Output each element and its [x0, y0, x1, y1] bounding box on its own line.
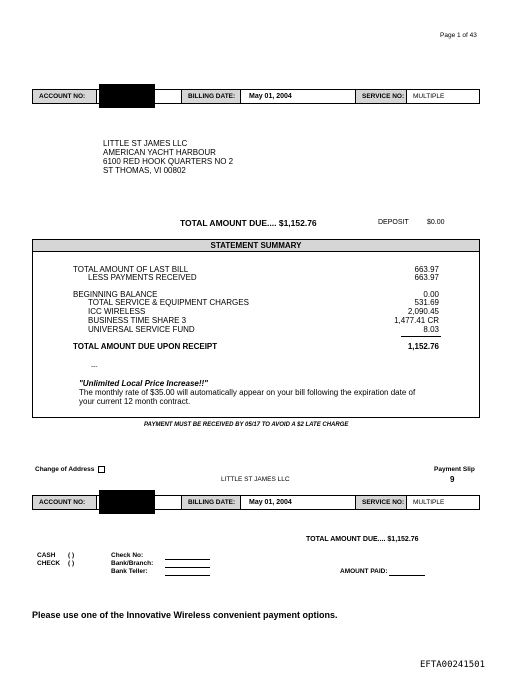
- payment-slip-number: 9: [450, 475, 455, 484]
- address-line: 6100 RED HOOK QUARTERS NO 2: [103, 157, 234, 166]
- check-no-label: Check No:: [111, 552, 144, 559]
- redacted-account-number: [99, 490, 155, 514]
- service-value: MULTIPLE: [413, 93, 445, 100]
- summary-row: TOTAL SERVICE & EQUIPMENT CHARGES 531.69: [88, 298, 439, 307]
- slip-account-strip: [32, 495, 480, 510]
- summary-row: BUSINESS TIME SHARE 3 1,477.41 CR: [88, 316, 439, 325]
- payment-slip-label: Payment Slip: [434, 466, 475, 473]
- check-no-field[interactable]: [165, 559, 210, 560]
- account-label: ACCOUNT NO:: [33, 496, 97, 509]
- notice-line: your current 12 month contract.: [79, 397, 191, 406]
- summary-row: ICC WIRELESS 2,090.45: [88, 307, 439, 316]
- billing-date-label: BILLING DATE:: [181, 496, 241, 509]
- document-id: EFTA00241501: [420, 660, 486, 670]
- page-number: Page 1 of 43: [440, 32, 477, 39]
- summary-row: UNIVERSAL SERVICE FUND 8.03: [88, 325, 439, 334]
- slip-total-amount-due: TOTAL AMOUNT DUE.... $1,152.76: [306, 536, 419, 543]
- cash-label: CASH: [37, 552, 56, 559]
- payment-options-message: Please use one of the Innovative Wireless convenient payment options.: [32, 610, 338, 620]
- amount-paid-label: AMOUNT PAID:: [340, 568, 388, 575]
- change-of-address-checkbox[interactable]: [98, 466, 105, 473]
- notice-title: "Unlimited Local Price Increase!!": [79, 379, 208, 388]
- check-label: CHECK: [37, 560, 61, 567]
- check-checkbox[interactable]: ( ): [68, 560, 75, 567]
- bank-teller-label: Bank Teller:: [111, 568, 148, 575]
- slip-customer-name: LITTLE ST JAMES LLC: [221, 476, 290, 483]
- address-line: AMERICAN YACHT HARBOUR: [103, 148, 216, 157]
- mailing-address: [103, 139, 233, 175]
- service-label: SERVICE NO:: [355, 90, 407, 103]
- statement-summary-title: STATEMENT SUMMARY: [32, 239, 480, 252]
- change-of-address-label: Change of Address: [35, 466, 95, 473]
- summary-row: TOTAL AMOUNT OF LAST BILL 663.97: [73, 265, 439, 274]
- summary-row: LESS PAYMENTS RECEIVED 663.97: [88, 273, 439, 282]
- bank-teller-field[interactable]: [165, 575, 210, 576]
- summary-row: BEGINNING BALANCE 0.00: [73, 290, 439, 299]
- account-strip: [32, 89, 480, 104]
- bank-branch-field[interactable]: [165, 567, 210, 568]
- billing-date: May 01, 2004: [249, 499, 292, 506]
- service-label: SERVICE NO:: [355, 496, 407, 509]
- notice-line: The monthly rate of $35.00 will automatically appear on your bill following the expiration date of: [79, 388, 416, 397]
- bank-branch-label: Bank/Branch:: [111, 560, 154, 567]
- late-charge-notice: PAYMENT MUST BE RECEIVED BY 05/17 TO AVOID A $2 LATE CHARGE: [144, 422, 349, 428]
- deposit-value: $0.00: [427, 219, 445, 226]
- service-value: MULTIPLE: [413, 499, 445, 506]
- redacted-account-number: [99, 84, 155, 108]
- account-label: ACCOUNT NO:: [33, 90, 97, 103]
- billing-date: May 01, 2004: [249, 93, 292, 100]
- sum-underline: [401, 336, 441, 337]
- amount-paid-field[interactable]: [389, 575, 425, 576]
- billing-date-label: BILLING DATE:: [181, 90, 241, 103]
- address-line: ST THOMAS, VI 00802: [103, 166, 186, 175]
- statement-summary: [32, 251, 480, 418]
- separator-dashes: ---: [91, 363, 98, 370]
- deposit-label: DEPOSIT: [378, 219, 409, 226]
- address-line: LITTLE ST JAMES LLC: [103, 139, 188, 148]
- cash-checkbox[interactable]: ( ): [68, 552, 75, 559]
- total-amount-due: TOTAL AMOUNT DUE.... $1,152.76: [180, 218, 317, 228]
- upon-receipt-row: TOTAL AMOUNT DUE UPON RECEIPT 1,152.76: [73, 342, 439, 351]
